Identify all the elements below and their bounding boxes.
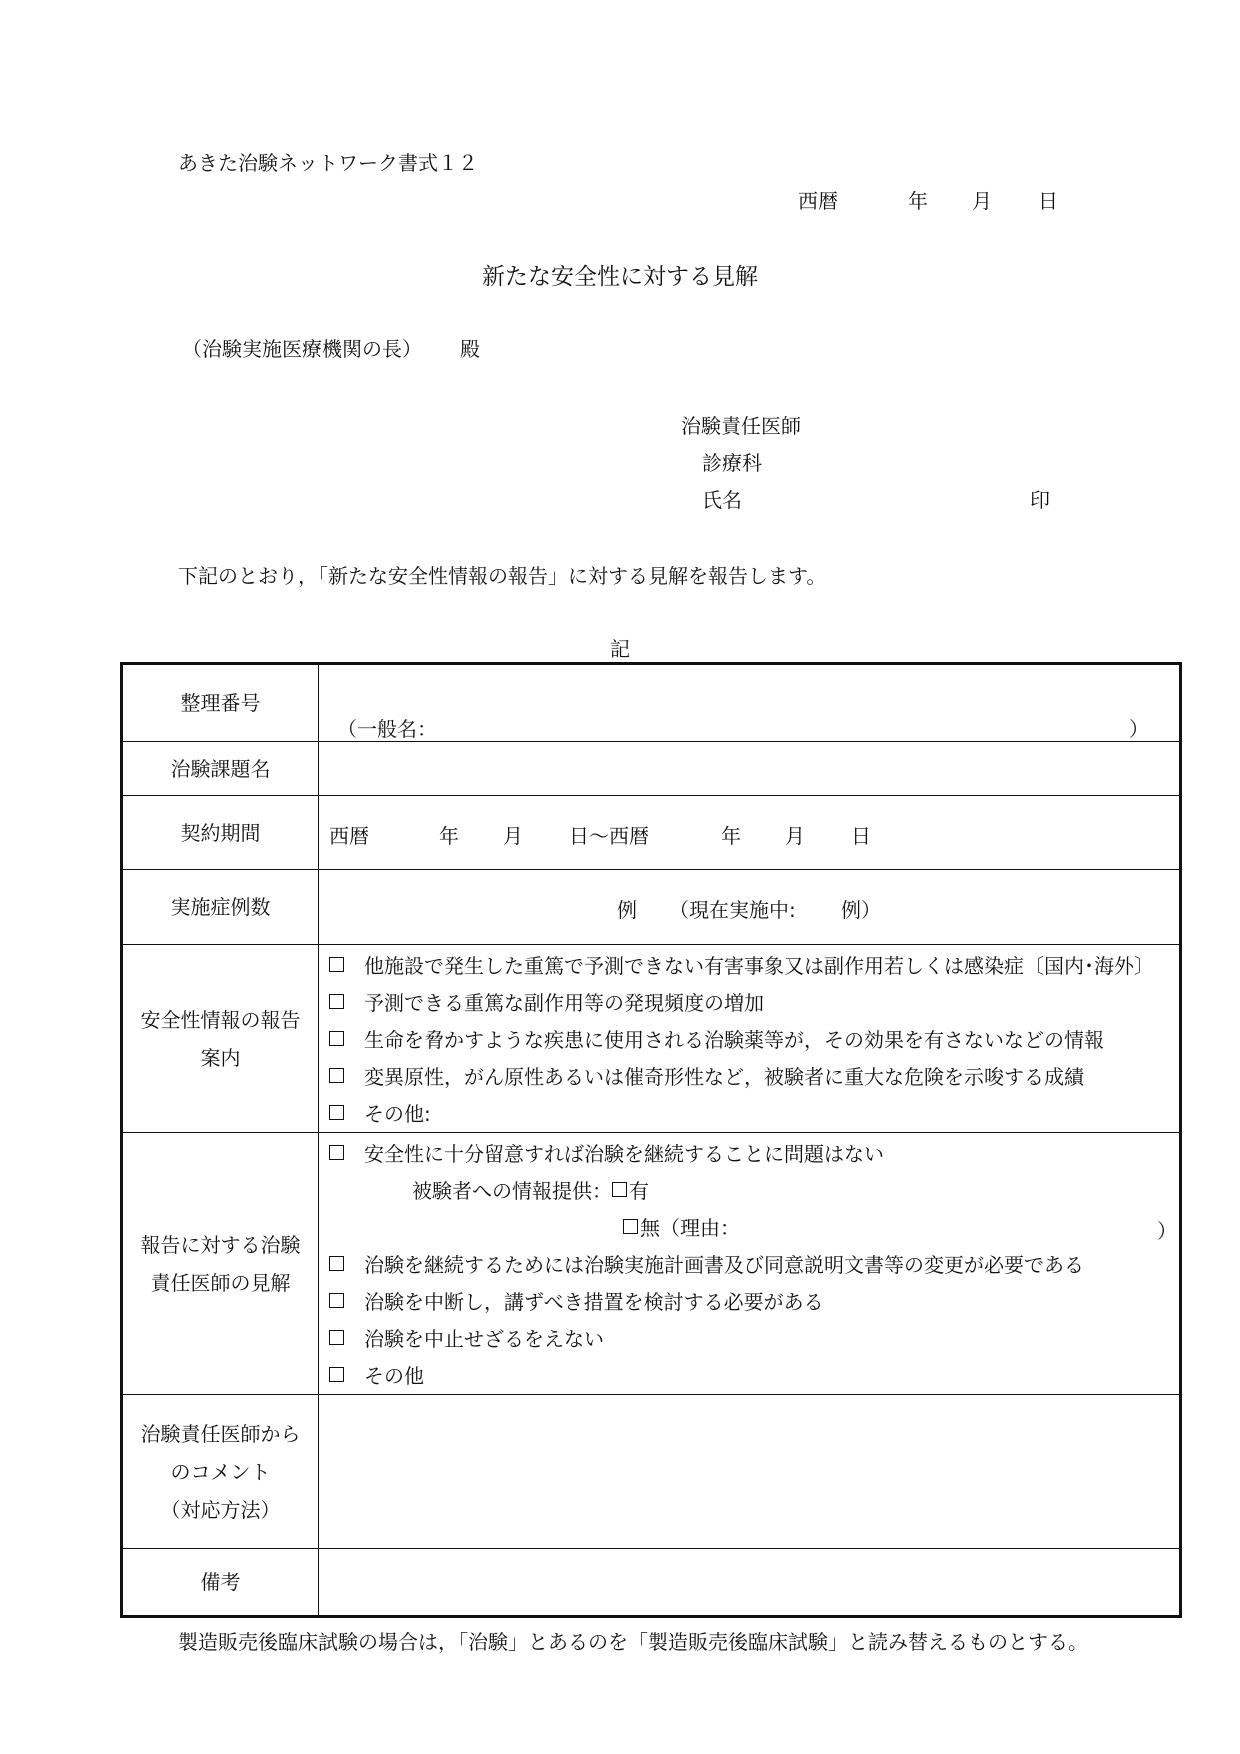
general-name-close: ） bbox=[1129, 717, 1149, 741]
info-yes-label: 有 bbox=[629, 1179, 649, 1203]
label-remarks: 備考 bbox=[122, 1549, 319, 1617]
checkbox-icon[interactable] bbox=[329, 1256, 344, 1271]
checkbox-icon[interactable] bbox=[329, 1293, 344, 1308]
row-case-count bbox=[122, 870, 1181, 945]
info-provision-label: 被験者への情報提供： bbox=[412, 1179, 612, 1203]
document-title: 新たな安全性に対する見解 bbox=[482, 264, 758, 290]
period-end-day: 日 bbox=[851, 824, 871, 848]
opinion-option-4[interactable] bbox=[319, 1319, 1179, 1356]
safety-option-5-label: その他: bbox=[364, 1102, 431, 1126]
remarks-cell[interactable] bbox=[319, 1549, 1181, 1617]
checkbox-icon[interactable] bbox=[329, 1031, 344, 1046]
opinion-option-5-label: その他 bbox=[364, 1364, 424, 1388]
opinion-option-1[interactable] bbox=[319, 1134, 1179, 1171]
opinion-option-4-label: 治験を中止せざるをえない bbox=[364, 1327, 604, 1351]
date-era: 西暦 bbox=[798, 189, 838, 213]
checkbox-icon[interactable] bbox=[612, 1182, 627, 1197]
row-contract-period bbox=[122, 796, 1181, 870]
honorific: 殿 bbox=[460, 337, 480, 361]
safety-option-2[interactable] bbox=[319, 983, 1179, 1020]
safety-option-1-label: 他施設で発生した重篤で予測できない有害事象又は副作用若しくは感染症〔国内･海外〕 bbox=[364, 954, 1154, 978]
safety-option-3[interactable] bbox=[319, 1020, 1179, 1057]
row-investigator-opinion bbox=[122, 1133, 1181, 1395]
opinion-option-2-label: 治験を継続するためには治験実施計画書及び同意説明文書等の変更が必要である bbox=[364, 1253, 1084, 1277]
date-day: 日 bbox=[1038, 189, 1058, 213]
investigator-comment-cell[interactable] bbox=[319, 1395, 1181, 1549]
contract-period-cell[interactable] bbox=[319, 796, 1181, 870]
row-investigator-comment bbox=[122, 1395, 1181, 1549]
period-start-month: 月 bbox=[503, 824, 523, 848]
ki-heading: 記 bbox=[610, 637, 630, 661]
study-title-cell[interactable] bbox=[319, 742, 1181, 796]
department-label: 診療科 bbox=[702, 451, 762, 475]
period-end-month: 月 bbox=[785, 824, 805, 848]
label-safety-report-line1: 安全性情報の報告 bbox=[140, 1007, 301, 1032]
safety-option-4-label: 変異原性，がん原性あるいは催奇形性など，被験者に重大な危険を示唆する成績 bbox=[364, 1065, 1084, 1089]
investigator-opinion-cell bbox=[319, 1133, 1181, 1395]
safety-report-cell bbox=[319, 945, 1181, 1133]
current-cases-close: 例） bbox=[841, 898, 881, 922]
label-case-count: 実施症例数 bbox=[122, 870, 319, 945]
form-table bbox=[120, 662, 1182, 1618]
safety-option-4[interactable] bbox=[319, 1057, 1179, 1094]
info-provision-row bbox=[319, 1171, 1179, 1208]
opinion-option-1-label: 安全性に十分留意すれば治験を継続することに問題はない bbox=[364, 1142, 884, 1166]
label-safety-report-line2: 案内 bbox=[200, 1045, 241, 1070]
date-year: 年 bbox=[908, 189, 928, 213]
safety-option-3-label: 生命を脅かすような疾患に使用される治験薬等が，その効果を有さないなどの情報 bbox=[364, 1028, 1104, 1052]
row-remarks bbox=[122, 1549, 1181, 1617]
period-end-year: 年 bbox=[721, 824, 741, 848]
label-contract-period: 契約期間 bbox=[122, 796, 319, 870]
opinion-option-5[interactable] bbox=[319, 1356, 1179, 1393]
label-opinion-line2: 責任医師の見解 bbox=[150, 1270, 291, 1295]
label-comment-line2: のコメント bbox=[170, 1459, 271, 1484]
row-study-title bbox=[122, 742, 1181, 796]
checkbox-icon[interactable] bbox=[329, 1145, 344, 1160]
checkbox-icon[interactable] bbox=[329, 957, 344, 972]
label-study-title: 治験課題名 bbox=[122, 742, 319, 796]
date-month: 月 bbox=[972, 189, 992, 213]
label-opinion-line1: 報告に対する治験 bbox=[140, 1232, 301, 1257]
case-count-unit: 例 bbox=[617, 898, 637, 922]
footnote: 製造販売後臨床試験の場合は，「治験」とあるのを「製造販売後臨床試験」と読み替えるものとする。 bbox=[178, 1630, 1088, 1654]
label-reference-number: 整理番号 bbox=[122, 664, 319, 742]
opinion-option-2[interactable] bbox=[319, 1245, 1179, 1282]
opinion-option-3[interactable] bbox=[319, 1282, 1179, 1319]
checkbox-icon[interactable] bbox=[329, 1367, 344, 1382]
label-investigator-comment bbox=[122, 1395, 319, 1549]
label-comment-line3: （対応方法） bbox=[160, 1497, 281, 1522]
info-no-close: ） bbox=[1157, 1219, 1177, 1243]
label-investigator-opinion bbox=[122, 1133, 319, 1395]
safety-option-5[interactable] bbox=[319, 1094, 1179, 1131]
info-no-label: 無（理由： bbox=[640, 1216, 740, 1240]
info-no-row bbox=[319, 1208, 1179, 1245]
name-label: 氏名 bbox=[702, 488, 742, 512]
checkbox-icon[interactable] bbox=[329, 1068, 344, 1083]
opinion-option-3-label: 治験を中断し，講ずべき措置を検討する必要がある bbox=[364, 1290, 824, 1314]
row-reference-number bbox=[122, 664, 1181, 742]
checkbox-icon[interactable] bbox=[329, 1105, 344, 1120]
safety-option-1[interactable] bbox=[319, 946, 1179, 983]
form-id: あきた治験ネットワーク書式１２ bbox=[178, 151, 478, 175]
checkbox-icon[interactable] bbox=[329, 1330, 344, 1345]
case-count-cell[interactable] bbox=[319, 870, 1181, 945]
period-start-year: 年 bbox=[439, 824, 459, 848]
general-name-open: （一般名： bbox=[337, 717, 437, 741]
seal-mark: 印 bbox=[1030, 488, 1050, 512]
period-start-day: 日～西暦 bbox=[569, 824, 649, 848]
safety-option-2-label: 予測できる重篤な副作用等の発現頻度の増加 bbox=[364, 991, 764, 1015]
label-comment-line1: 治験責任医師から bbox=[140, 1421, 301, 1446]
current-cases-open: （現在実施中: bbox=[669, 898, 796, 922]
signature-role: 治験責任医師 bbox=[681, 414, 801, 438]
period-start-era: 西暦 bbox=[329, 824, 369, 848]
label-safety-report bbox=[122, 945, 319, 1133]
row-safety-report bbox=[122, 945, 1181, 1133]
checkbox-icon[interactable] bbox=[623, 1219, 638, 1234]
checkbox-icon[interactable] bbox=[329, 994, 344, 1009]
intro-text: 下記のとおり，「新たな安全性情報の報告」に対する見解を報告します。 bbox=[178, 564, 827, 588]
reference-number-cell[interactable] bbox=[319, 664, 1181, 742]
addressee: （治験実施医療機関の長） bbox=[182, 337, 422, 361]
